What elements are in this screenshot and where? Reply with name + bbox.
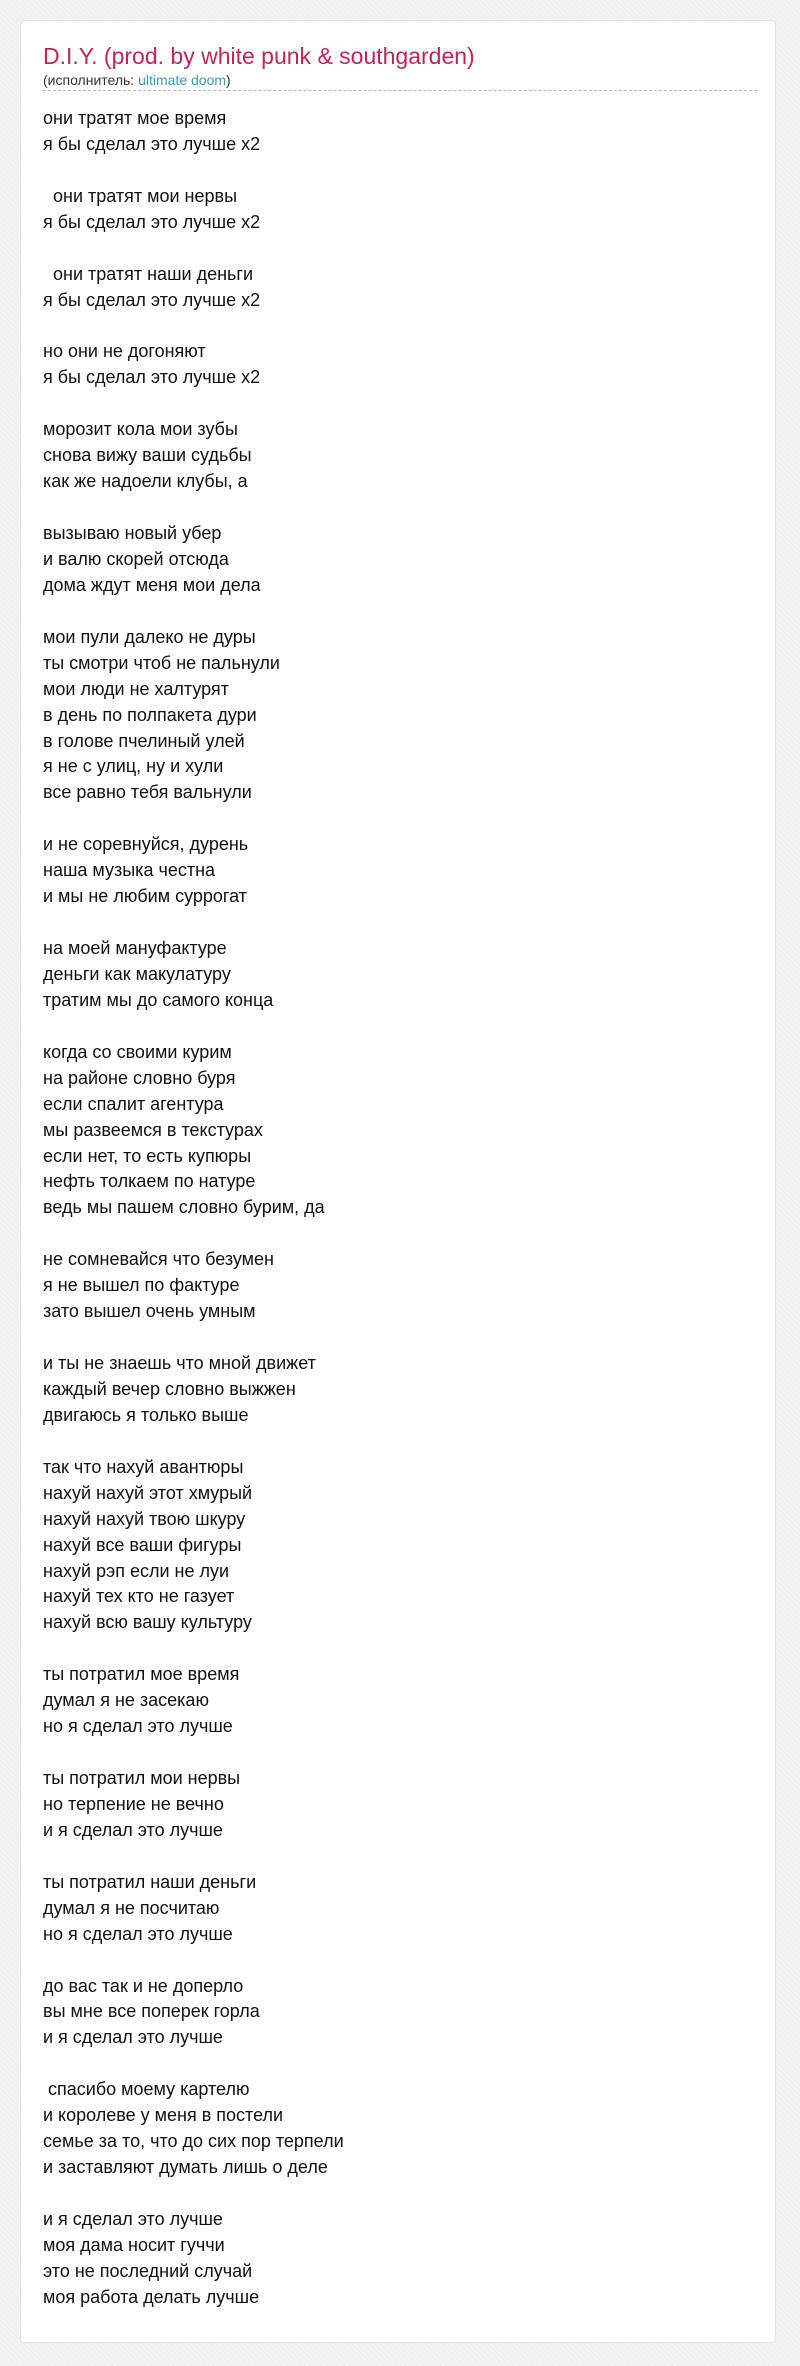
- lyric-spacer: [43, 158, 757, 184]
- lyric-spacer: [43, 391, 757, 417]
- lyric-line: ты смотри чтоб не пальнули: [43, 652, 280, 673]
- lyric-line: но я сделал это лучше: [43, 1923, 233, 1944]
- lyric-line: если спалит агентура: [43, 1093, 224, 1114]
- lyric-line: я бы сделал это лучше x2: [43, 211, 261, 232]
- lyric-line: ты потратил мое время: [43, 1664, 240, 1685]
- lyric-line: наша музыка честна: [43, 860, 216, 881]
- lyric-line: ты потратил мои нервы: [43, 1768, 241, 1788]
- lyric-line: я бы сделал это лучше x2: [43, 367, 261, 388]
- lyric-spacer: [43, 1221, 757, 1247]
- lyric-line: деньги как макулатуру: [43, 963, 231, 984]
- lyric-spacer: [43, 1014, 757, 1040]
- lyric-spacer: [43, 599, 757, 625]
- lyric-line: ты потратил наши деньги: [43, 1871, 257, 1892]
- lyric-line: и королеве у меня в постели: [43, 2105, 284, 2126]
- lyric-spacer: [43, 314, 757, 340]
- artist-suffix: ): [226, 72, 231, 88]
- lyric-line: они тратят мои нервы: [43, 185, 238, 206]
- lyric-line: они тратят мое время: [43, 108, 227, 128]
- lyric-line: вызываю новый убер: [43, 523, 222, 543]
- lyric-line: двигаюсь я только выше: [43, 1404, 249, 1425]
- lyric-spacer: [43, 1325, 757, 1351]
- lyric-spacer: [43, 2051, 757, 2077]
- lyric-line: моя дама носит гуччи: [43, 2234, 225, 2255]
- lyric-line: и заставляют думать лишь о деле: [43, 2157, 328, 2178]
- lyric-line: думал я не посчитаю: [43, 1897, 220, 1918]
- lyric-line: но они не догоняют: [43, 341, 206, 362]
- lyric-line: спасибо моему картелю: [43, 2079, 250, 2100]
- lyric-line: на моей мануфактуре: [43, 938, 227, 958]
- lyric-line: нахуй тех кто не газует: [43, 1586, 235, 1607]
- lyric-line: дома ждут меня мои дела: [43, 574, 261, 595]
- lyric-line: семье за то, что до сих пор терпели: [43, 2131, 344, 2152]
- lyric-line: я не вышел по фактуре: [43, 1275, 240, 1296]
- lyric-spacer: [43, 1844, 757, 1870]
- lyric-line: тратим мы до самого конца: [43, 989, 274, 1010]
- lyric-line: нахуй рэп если не луи: [43, 1560, 230, 1581]
- lyric-line: на районе словно буря: [43, 1067, 236, 1088]
- lyric-line: нефть толкаем по натуре: [43, 1171, 256, 1192]
- lyric-line: они тратят наши деньги: [43, 263, 254, 284]
- lyric-line: и не соревнуйся, дурень: [43, 834, 249, 855]
- lyric-line: нахуй все ваши фигуры: [43, 1534, 242, 1555]
- lyric-spacer: [43, 1740, 757, 1766]
- lyric-line: думал я не засекаю: [43, 1690, 209, 1711]
- lyric-line: в день по полпакета дури: [43, 704, 257, 725]
- lyric-spacer: [43, 495, 757, 521]
- lyric-spacer: [43, 236, 757, 262]
- lyric-spacer: [43, 1636, 757, 1662]
- lyric-line: я бы сделал это лучше x2: [43, 133, 261, 154]
- lyric-line: как же надоели клубы, а: [43, 471, 248, 492]
- lyric-line: если нет, то есть купюры: [43, 1145, 252, 1166]
- lyric-line: не сомневайся что безумен: [43, 1249, 274, 1270]
- lyric-line: все равно тебя вальнули: [43, 782, 252, 803]
- lyric-line: и я сделал это лучше: [43, 2027, 223, 2048]
- lyric-spacer: [43, 1429, 757, 1455]
- lyric-line: мои пули далеко не дуры: [43, 626, 256, 647]
- lyric-line: морозит кола мои зубы: [43, 419, 238, 440]
- lyric-line: зато вышел очень умным: [43, 1301, 256, 1322]
- song-title: D.I.Y. (prod. by white punk & southgarden): [43, 43, 475, 69]
- lyric-line: я не с улиц, ну и хули: [43, 756, 224, 777]
- lyric-line: нахуй нахуй этот хмурый: [43, 1482, 253, 1503]
- lyric-line: снова вижу ваши судьбы: [43, 445, 252, 466]
- lyric-spacer: [43, 1948, 757, 1974]
- lyric-line: и валю скорей отсюда: [43, 548, 229, 569]
- lyric-line: я бы сделал это лучше x2: [43, 289, 261, 310]
- lyric-line: ведь мы пашем словно бурим, да: [43, 1197, 325, 1218]
- lyric-line: каждый вечер словно выжжен: [43, 1378, 296, 1399]
- lyric-line: но я сделал это лучше: [43, 1716, 233, 1737]
- lyric-line: но терпение не вечно: [43, 1793, 224, 1814]
- lyric-line: когда со своими курим: [43, 1041, 232, 1062]
- lyric-line: в голове пчелиный улей: [43, 730, 245, 751]
- lyric-line: вы мне все поперек горла: [43, 2001, 260, 2022]
- lyric-line: нахуй всю вашу культуру: [43, 1612, 252, 1633]
- lyric-spacer: [43, 806, 757, 832]
- artist-prefix: (исполнитель:: [43, 72, 139, 88]
- lyrics-card: [20, 20, 776, 2343]
- lyric-spacer: [43, 2181, 757, 2207]
- lyric-line: это не последний случай: [43, 2260, 253, 2281]
- lyric-line: моя работа делать лучше: [43, 2286, 260, 2307]
- artist-line: [43, 72, 757, 91]
- lyric-line: и я сделал это лучше: [43, 2208, 223, 2229]
- lyric-line: так что нахуй авантюры: [43, 1456, 244, 1477]
- lyric-line: и мы не любим суррогат: [43, 886, 247, 907]
- lyrics-text: [43, 106, 757, 2311]
- lyric-line: и ты не знаешь что мной движет: [43, 1353, 316, 1373]
- lyric-line: мы развеемся в текстурах: [43, 1119, 263, 1140]
- artist-link[interactable]: ultimate doom: [138, 72, 227, 88]
- lyric-line: нахуй нахуй твою шкуру: [43, 1508, 246, 1529]
- lyric-line: мои люди не халтурят: [43, 678, 229, 699]
- lyric-spacer: [43, 910, 757, 936]
- lyric-line: и я сделал это лучше: [43, 1819, 223, 1840]
- lyric-line: до вас так и не доперло: [43, 1975, 244, 1996]
